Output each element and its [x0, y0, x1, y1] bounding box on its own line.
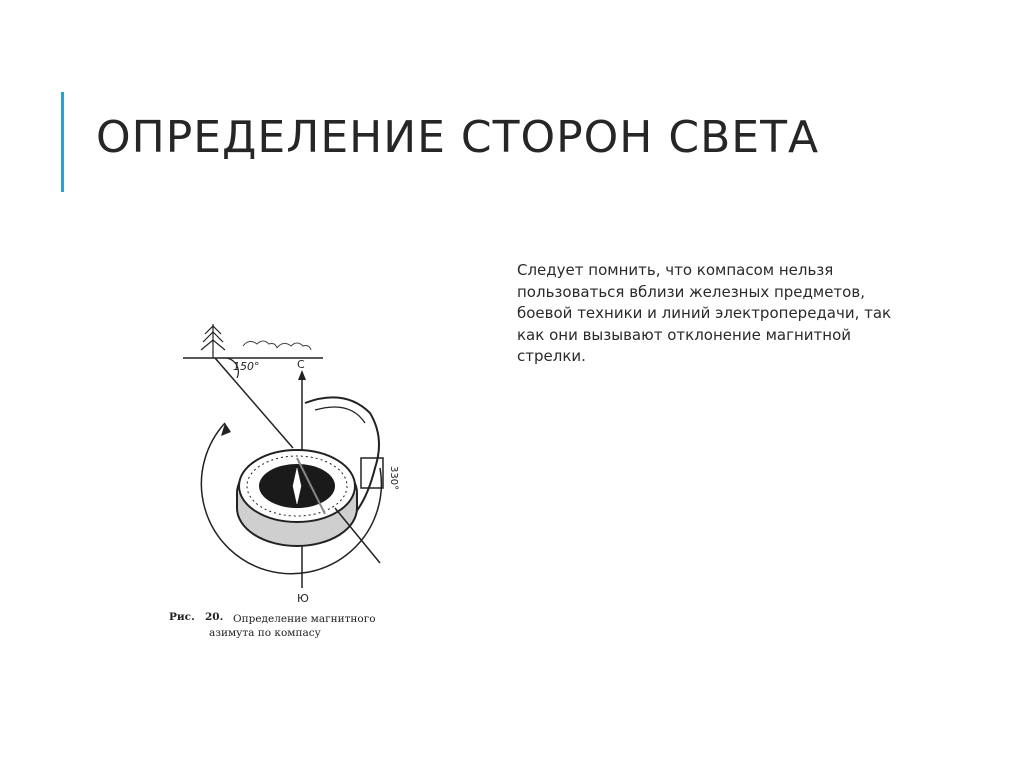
compass-illustration	[165, 318, 415, 648]
clouds-icon	[243, 341, 311, 350]
caption-number: 20.	[205, 611, 224, 623]
caption-prefix: Рис.	[169, 611, 195, 623]
slide-title: ОПРЕДЕЛЕНИЕ СТОРОН СВЕТА	[96, 112, 820, 163]
south-label: Ю	[297, 592, 309, 605]
direction-line	[335, 508, 380, 563]
north-label: С	[297, 358, 305, 371]
compass-hinge	[361, 458, 383, 488]
slide-body-text: Следует помнить, что компасом нельзя пользоваться вблизи железных предметов, боевой техники и линий электропередачи, так как они вызывают отклонение магнитной стрелки.	[517, 261, 892, 365]
compass-figure	[165, 318, 415, 648]
title-accent-bar	[61, 92, 64, 192]
caption-line1: Определение магнитного	[233, 613, 376, 625]
north-arrowhead	[298, 370, 306, 380]
caption-line2: азимута по компасу	[209, 627, 321, 639]
angle-label: 150°	[233, 360, 260, 373]
tree-icon	[201, 324, 225, 358]
needle-pivot	[295, 484, 300, 489]
side-label: 330°	[388, 466, 399, 491]
